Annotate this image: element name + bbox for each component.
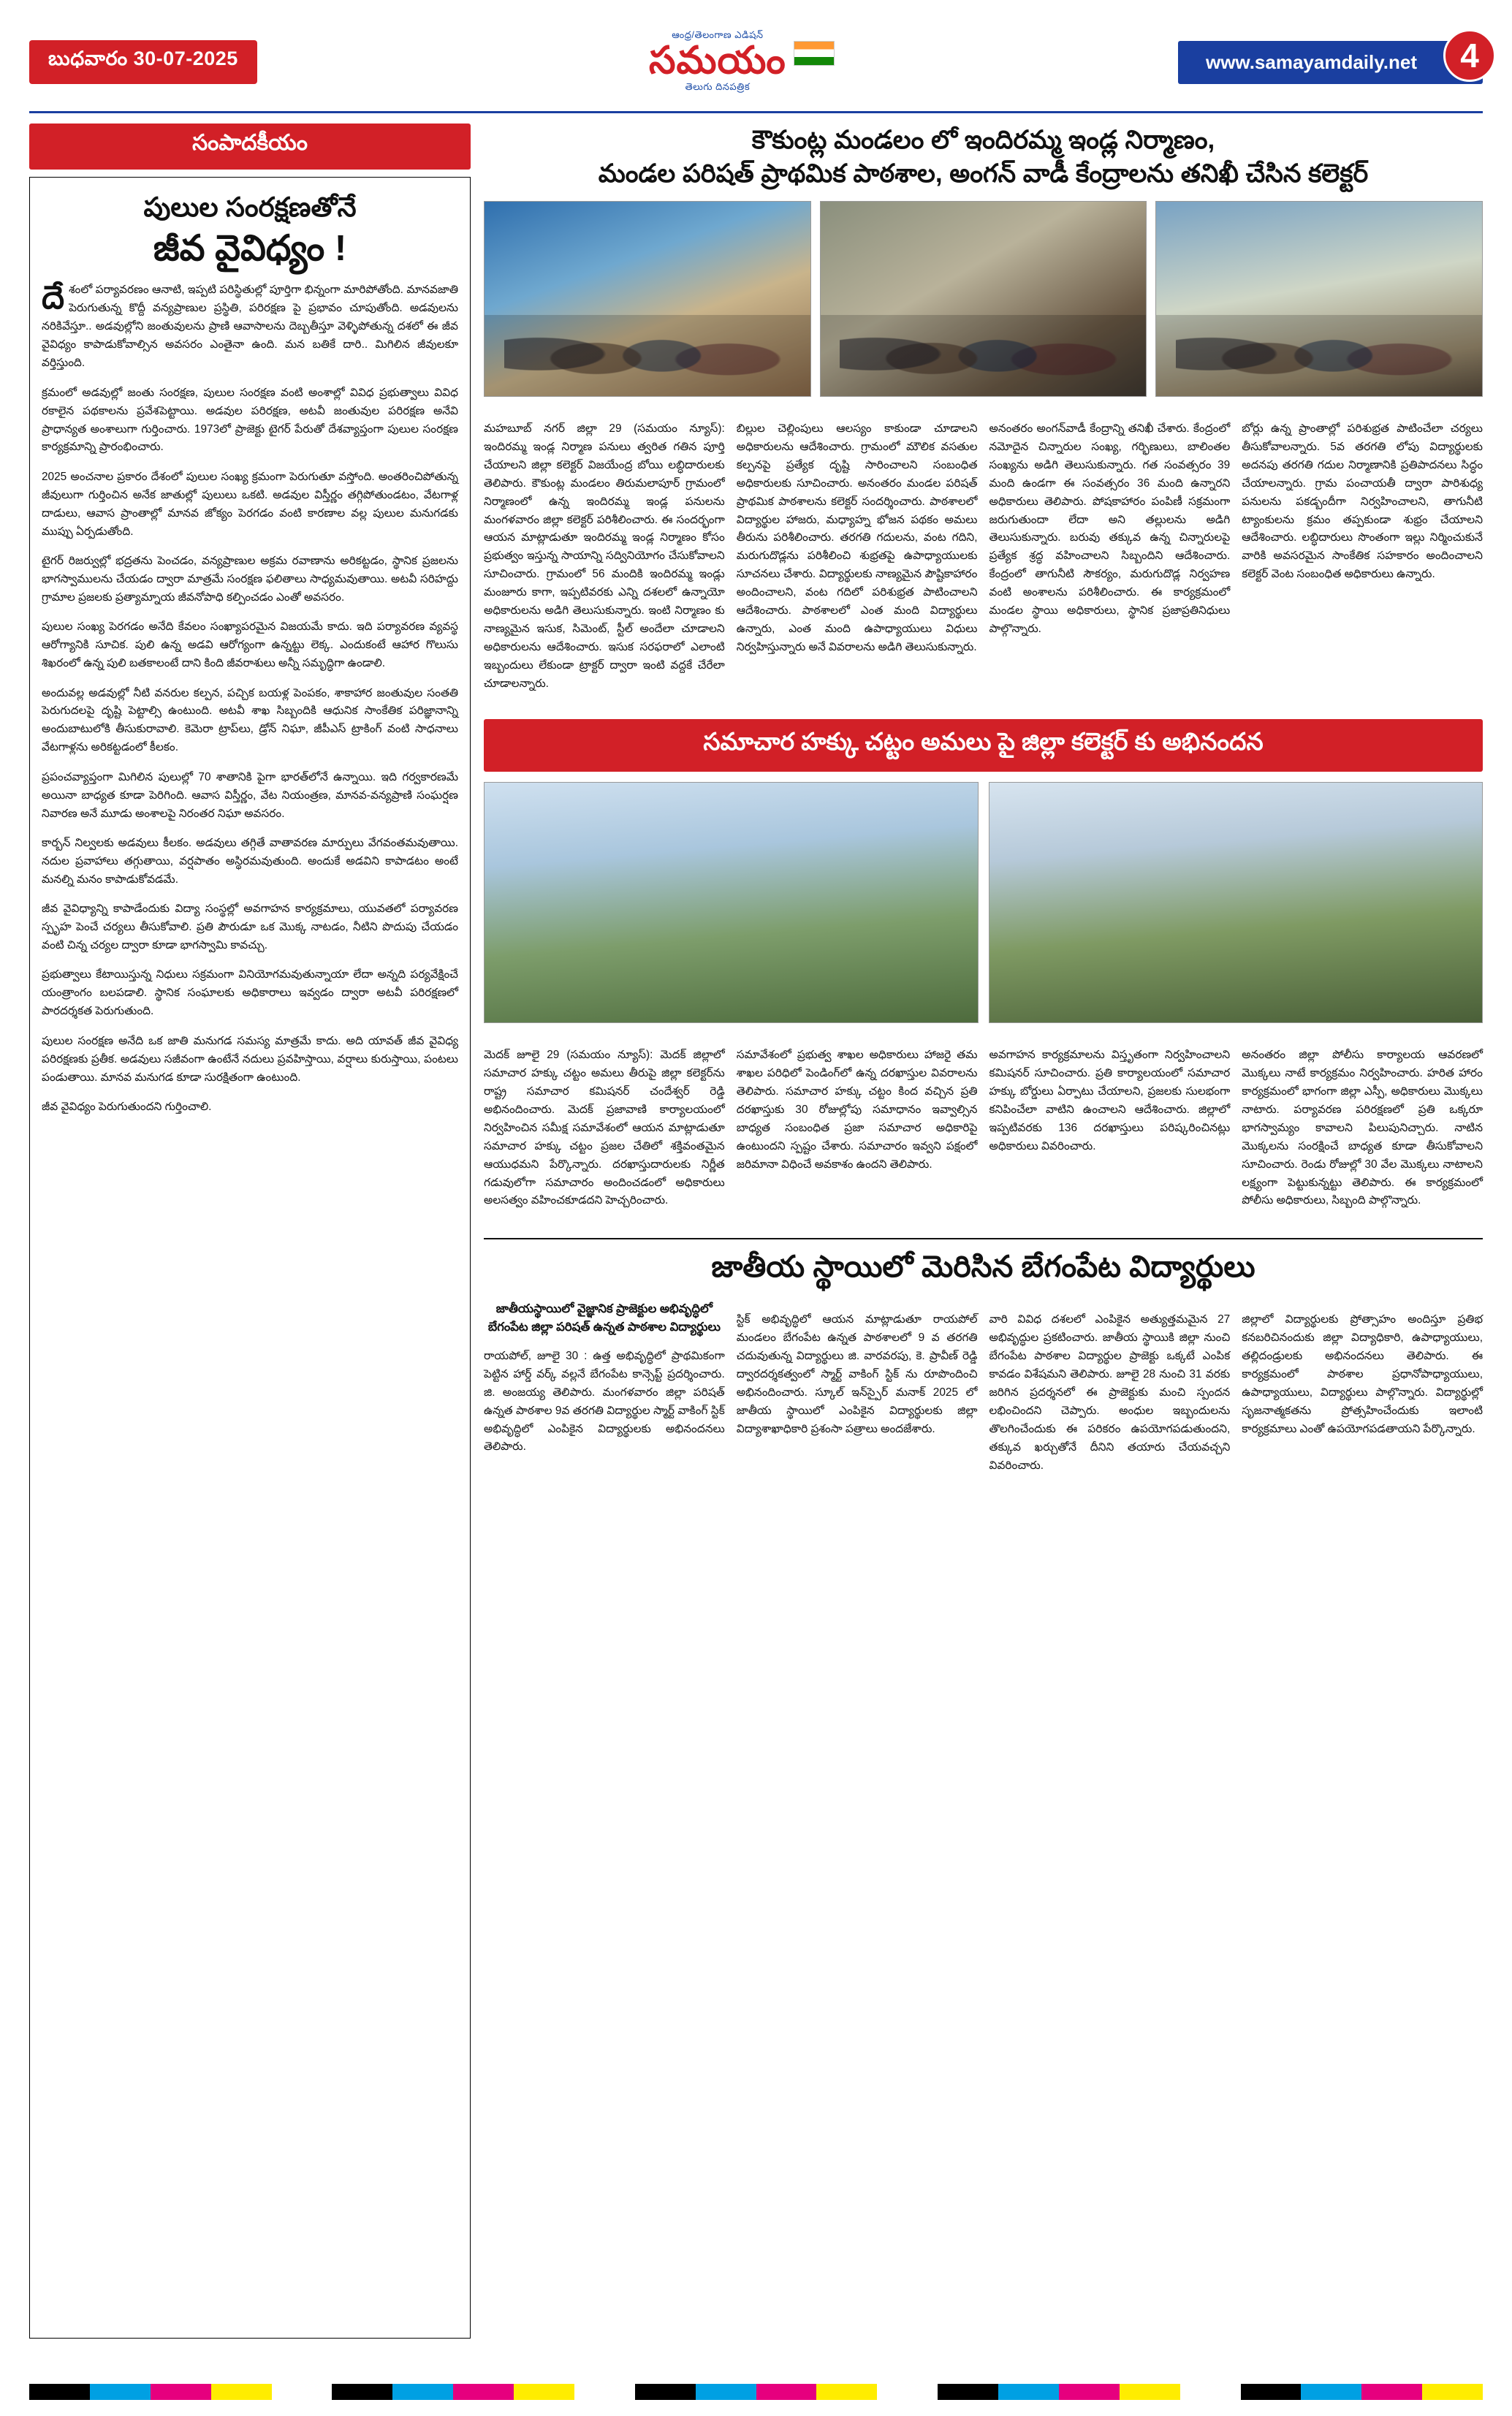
editorial-paragraph: కార్బన్ నిల్వలకు అడవులు కీలకం. అడవులు తగ్గితే వాతావరణ మార్పులు వేగవంతమవుతాయి. నదుల ప్రవాహాలు తగ్గుతాయి, వర్షపాతం అస్థిరమవుతుంది. అందుకే అడవిని కాపాడటం అంటే మనల్ని మనం కాపాడుకోవడమే. — [42, 836, 458, 886]
lead-story — [484, 124, 1483, 704]
photo-figures — [485, 783, 978, 922]
second-story-paragraph: అవగాహన కార్యక్రమాలను విస్తృతంగా నిర్వహించాలని కమిషనర్ సూచించారు. ప్రతి కార్యాలయంలో సమాచార హక్కు బోర్డులు ఏర్పాటు చేయాలని, ప్రజలకు సులభంగా కనిపించేలా వాటిని ఉంచాలని ఆదేశించారు. జిల్లాలో ఇప్పటివరకు 136 దరఖాస్తులు పరిష్కరించినట్లు అధికారులు వివరించారు. — [989, 1048, 1231, 1152]
editorial-paragraph: అందువల్ల అడవుల్లో నీటి వనరుల కల్పన, పచ్చిక బయళ్ల పెంపకం, శాకాహార జంతువుల సంతతి పెరుగుదలపై దృష్టి పెట్టాల్సి ఉంటుంది. అటవీ శాఖ సిబ్బందికి ఆధునిక సాంకేతిక పరిజ్ఞానాన్ని అందుబాటులోకి తీసుకురావాలి. కెమెరా ట్రాప్‌లు, డ్రోన్ నిఘా, జీపీఎస్ ట్రాకింగ్ వంటి సాధనాలు వేటగాళ్లను అరికట్టడంలో కీలకం. — [42, 686, 458, 754]
lead-story-paragraph: మహబూబ్ నగర్ జిల్లా 29 (సమయం న్యూస్): ఇందిరమ్మ ఇండ్ల నిర్మాణ పనులు త్వరిత గతిన పూర్తి చేయాలని జిల్లా కలెక్టర్ విజయేంద్ర బోయి లబ్ధిదారులకు తెలిపారు. కౌకుంట్ల మండలం తిరుమలాపూర్ గ్రామంలో నిర్మాణంలో ఉన్న ఇందిరమ్మ ఇండ్ల పనులను మంగళవారం జిల్లా కలెక్టర్ పరిశీలించారు. ఈ సందర్భంగా ఆయన మాట్లాడుతూ ఇందిరమ్మ ఇండ్ల నిర్మాణం కోసం ప్రభుత్వం ఇస్తున్న సాయాన్ని సద్వినియోగం చేసుకోవాలని సూచించారు. గ్రామంలో 56 మందికి ఇందిరమ్మ ఇండ్లు మంజూరు కాగా, ఇప్పటివరకు ఎన్ని దశలలో ఉన్నాయో అధికారులను అడిగి తెలుసుకున్నారు. ఇంటి నిర్మాణం కు నాణ్యమైన ఇసుక, సిమెంట్, స్టీల్ అందేలా చూడాలని అధికారులను ఆదేశించారు. ఇసుక సరఫరాలో ఎలాంటి ఇబ్బందులు లేకుండా ట్రాక్టర్ ద్వారా ఇంటి వద్దకే చేరేలా చూడాలన్నారు. — [484, 422, 725, 691]
third-story — [484, 1238, 1483, 1486]
second-story — [484, 719, 1483, 1221]
editorial-paragraph: ప్రభుత్వాలు కేటాయిస్తున్న నిధులు సక్రమంగా వినియోగమవుతున్నాయా లేదా అన్నది పర్యవేక్షించే యంత్రాంగం బలపడాలి. స్థానిక సంఘాలకు అధికారాలు ఇవ్వడం ద్వారా అటవీ పరిరక్షణలో పారదర్శకత పెరుగుతుంది. — [42, 968, 458, 1018]
page-content — [29, 124, 1483, 2339]
photo-felicitation-officials — [484, 782, 979, 1023]
editorial-paragraph: టైగర్ రిజర్వుల్లో భద్రతను పెంచడం, వన్యప్రాణుల అక్రమ రవాణాను అరికట్టడం, స్థానిక ప్రజలను భాగస్వాములను చేయడం ద్వారా మాత్రమే సంరక్షణ ఫలితాలు సాధ్యమవుతాయి. అటవీ సరిహద్దు గ్రామాల ప్రజలకు ప్రత్యామ్నాయ జీవనోపాధి కల్పించడం ఎంతో అవసరం. — [42, 555, 458, 604]
photo-figures — [840, 292, 1126, 381]
lead-photo-row — [484, 201, 1483, 397]
second-story-paragraph: మెదక్ జూలై 29 (సమయం న్యూస్): మెదక్ జిల్లాలో సమాచార హక్కు చట్టం అమలు తీరుపై జిల్లా కలెక్టర్‌ను రాష్ట్ర సమాచార కమిషనర్ చందేశ్వర్ రెడ్డి అభినందించారు. మెదక్ ప్రజావాణి కార్యాలయంలో నిర్వహించిన సమీక్ష సమావేశంలో ఆయన మాట్లాడుతూ సమాచార హక్కు చట్టం ప్రజల చేతిలో శక్తివంతమైన ఆయుధమని పేర్కొన్నారు. దరఖాస్తుదారులకు నిర్ణీత గడువులోగా సమాచారం అందించడంలో అధికారులు అలసత్వం వహించకూడదని హెచ్చరించారు. — [484, 1048, 725, 1207]
second-story-paragraph: సమావేశంలో ప్రభుత్వ శాఖల అధికారులు హాజరై తమ శాఖల పరిధిలో పెండింగ్‌లో ఉన్న దరఖాస్తుల వివరాలను తెలిపారు. సమాచార హక్కు చట్టం కింద వచ్చిన ప్రతి దరఖాస్తుకు 30 రోజుల్లోపు సమాధానం ఇవ్వాల్సిన బాధ్యత సంబంధిత ప్రజా సమాచార అధికారిపై ఉంటుందని స్పష్టం చేశారు. సమాచారం ఇవ్వని పక్షంలో జరిమానా విధించే అవకాశం ఉందని తెలిపారు. — [736, 1048, 978, 1171]
photo-anganwadi-children — [484, 201, 811, 397]
editorial-column — [29, 124, 471, 2339]
lead-story-paragraph: బోర్లు ఉన్న ప్రాంతాల్లో పరిశుభ్రత పాటించేలా చర్యలు తీసుకోవాలన్నారు. 5వ తరగతి లోపు విద్యార్థులకు అదనపు తరగతి గదుల నిర్మాణానికి ప్రతిపాదనలు సిద్ధం చేయాలన్నారు. గ్రామ పంచాయతీ ద్వారా పారిశుధ్య పనులను పకడ్బందీగా నిర్వహించాలని, తాగునీటి ట్యాంకులను క్రమం తప్పకుండా శుభ్రం చేయాలని ఆదేశించారు. లబ్ధిదారులు సొంతంగా ఇల్లు నిర్మించుకునే వారికి అవసరమైన సాంకేతిక సహకారం అందించాలని కలెక్టర్ వెంట సంబంధిత అధికారులు ఉన్నారు. — [1242, 422, 1483, 581]
third-story-body — [484, 1300, 1483, 1486]
lead-headline-line-1: కౌకుంట్ల మండలం లో ఇందిరమ్మ ఇండ్ల నిర్మాణం, — [751, 126, 1215, 154]
editorial-box — [29, 177, 471, 2339]
editorial-paragraph: ప్రపంచవ్యాప్తంగా మిగిలిన పులుల్లో 70 శాతానికి పైగా భారత్‌లోనే ఉన్నాయి. ఇది గర్వకారణమే అయినా బాధ్యత కూడా పెరిగింది. ఆవాస విస్తీర్ణం, వేట నియంత్రణ, మానవ-వన్యప్రాణి సంఘర్షణ నివారణ అనే మూడు అంశాలపై నిరంతర నిఘా అవసరం. — [42, 770, 458, 820]
editorial-paragraph: దేశంలో పర్యావరణం ఆనాటి, ఇప్పటి పరిస్థితుల్లో పూర్తిగా భిన్నంగా మారిపోతోంది. మానవజాతి పెరుగుతున్న కొద్దీ వన్యప్రాణుల ప్రస్థితి, పరిరక్షణ పై ప్రభావం చూపుతోంది. అడవులను నరికివేస్తూ.. అడవుల్లోని జంతువులను ప్రాణి ఆవాసాలను దెబ్బతీస్తూ వెళ్ళిపోతున్న దశలో ఈ జీవ వైవిధ్యం కాపాడుకోవాల్సిన అవసరం ఎంతైనా ఉంది. మన బతికే దారి.. మిగిలిన జీవులకూ వర్తిస్తుంది. — [42, 280, 458, 370]
brand-wrap — [257, 29, 1178, 94]
website-url[interactable] — [1178, 36, 1483, 84]
brand-edition-label: ఆంధ్ర/తెలంగాణ ఎడిషన్ — [672, 29, 764, 41]
page-number-badge: 4 — [1443, 29, 1496, 82]
second-story-headline: సమాచార హక్కు చట్టం అమలు పై జిల్లా కలెక్టర్ కు అభినందన — [484, 719, 1483, 772]
masthead — [29, 19, 1483, 105]
website-url-text: www.samayamdaily.net — [1205, 50, 1417, 73]
lead-story-paragraph: అనంతరం అంగన్‌వాడీ కేంద్రాన్ని తనిఖీ చేశారు. కేంద్రంలో నమోదైన చిన్నారుల సంఖ్య, గర్భిణులు, బాలింతల సంఖ్యను అడిగి తెలుసుకున్నారు. గత సంవత్సరం 39 మంది ఉండగా ఈ సంవత్సరం 36 మంది ఉన్నారని అధికారులు తెలిపారు. పోషకాహారం పంపిణీ సక్రమంగా జరుగుతుందా లేదా అని తల్లులను అడిగి తెలుసుకున్నారు. బరువు తక్కువ ఉన్న చిన్నారులపై ప్రత్యేక శ్రద్ధ వహించాలని సిబ్బందిని ఆదేశించారు. కేంద్రంలో తాగునీటి సౌకర్యం, మరుగుదొడ్ల నిర్వహణ వంటి అంశాలను పరిశీలించారు. ఈ కార్యక్రమంలో మండల స్థాయి అధికారులు, స్థానిక ప్రజాప్రతినిధులు పాల్గొన్నారు. — [989, 422, 1231, 636]
third-story-headline: జాతీయ స్థాయిలో మెరిసిన బేగంపేట విద్యార్థులు — [484, 1238, 1483, 1291]
photo-figures — [504, 292, 791, 381]
main-news-column — [484, 124, 1483, 2339]
third-story-paragraph: స్టిక్ అభివృద్ధిలో ఆయన మాట్లాడుతూ రాయపోల్ మండలం బేగంపేట ఉన్నత పాఠశాలలో 9 వ తరగతి చదువుతున్న విద్యార్థులు జి. వారవరపు, కె. ప్రావీణ్ రెడ్డి ద్వారదర్శకత్వంలో స్మార్ట్ వాకింగ్ స్టిక్ ను రూపొందించి అభినందించారు. స్కూల్ ఇన్‌స్పైర్ మనాక్ 2025 లో జాతీయ స్థాయిలో ఎంపికైన విద్యార్థులకు జిల్లా విద్యాశాఖాధికారి ప్రశంసా పత్రాలు అందజేశారు. — [736, 1313, 978, 1435]
newspaper-logo — [649, 29, 786, 94]
brand-subtitle: తెలుగు దినపత్రిక — [685, 80, 751, 92]
third-story-paragraph: రాయపోల్, జూలై 30 : ఉత్త అభివృద్ధిలో ప్రాథమికంగా పెట్టిన హార్డ్ వర్క్ వల్లనే బేగంపేట కాన్సెప్ట్ ప్రదర్శించారు. జి. అంజయ్య తెలిపారు. మంగళవారం జిల్లా పరిషత్ ఉన్నత పాఠశాల 9వ తరగతి విద్యార్థుల స్మార్ట్ వాకింగ్ స్టిక్ అభివృద్ధిలో ఎంపికైన విద్యార్థులకు అభినందనలు తెలిపారు. — [484, 1349, 725, 1454]
editorial-paragraph: జీవ వైవిధ్యాన్ని కాపాడేందుకు విద్యా సంస్థల్లో అవగాహన కార్యక్రమాలు, యువతలో పర్యావరణ స్పృహ పెంచే చర్యలు తీసుకోవాలి. ప్రతి పౌరుడూ ఒక మొక్క నాటడం, నీటిని పొదుపు చేయడం వంటి చిన్న చర్యల ద్వారా కూడా భాగస్వామి కావచ్చు. — [42, 903, 458, 952]
lead-story-body — [484, 409, 1483, 704]
photo-house-construction-inspection — [820, 201, 1147, 397]
editorial-paragraph: పులుల సంఖ్య పెరగడం అనేది కేవలం సంఖ్యాపరమైన విజయమే కాదు. ఇది పర్యావరణ వ్యవస్థ ఆరోగ్యానికి సూచిక. పులి ఉన్న అడవి ఆరోగ్యంగా ఉన్నట్టు లెక్క. ఎందుకంటే ఆహార గొలుసు శిఖరంలో ఉన్న పులి బతకాలంటే దాని కింది జీవరాశులు అన్నీ సమృద్ధిగా ఉండాలి. — [42, 620, 458, 670]
editorial-paragraph: 2025 అంచనాల ప్రకారం దేశంలో పులుల సంఖ్య క్రమంగా పెరుగుతూ వస్తోంది. అంతరించిపోతున్న జీవులుగా గుర్తించిన అనేక జాతుల్లో పులులు ఒకటి. అడవుల విస్తీర్ణం తగ్గిపోతుండటం, వేటగాళ్ల దాడులు, ఆవాస ప్రాంతాల్లో మానవ జోక్యం పెరగడం వంటి కారణాల వల్ల పులుల మనుగడకు ముప్పు ఏర్పడుతోంది. — [42, 470, 458, 538]
editorial-title-line-1: పులుల సంరక్షణతోనే — [143, 192, 357, 222]
photo-school-classroom-inspection — [1155, 201, 1483, 397]
second-story-paragraph: అనంతరం జిల్లా పోలీసు కార్యాలయ ఆవరణలో మొక్కలు నాటే కార్యక్రమం నిర్వహించారు. హరిత హారం కార్యక్రమంలో భాగంగా జిల్లా ఎస్పీ, అధికారులు మొక్కలు నాటారు. పర్యావరణ పరిరక్షణలో ప్రతి ఒక్కరూ భాగస్వామ్యం కావాలని పిలుపునిచ్చారు. నాటిన మొక్కలను సంరక్షించే బాధ్యత కూడా తీసుకోవాలని సూచించారు. రెండు రోజుల్లో 30 వేల మొక్కలు నాటాలని లక్ష్యంగా పెట్టుకున్నట్టు తెలిపారు. ఈ కార్యక్రమంలో పోలీసు అధికారులు, సిబ్బంది పాల్గొన్నారు. — [1242, 1048, 1483, 1207]
editorial-title-line-2: జీవ వైవిధ్యం ! — [153, 229, 347, 269]
photo-figures — [989, 783, 1483, 922]
second-photo-row — [484, 782, 1483, 1023]
newspaper-page — [0, 19, 1512, 2416]
editorial-paragraph: క్రమంలో అడవుల్లో జంతు సంరక్షణ, పులుల సంరక్షణ వంటి అంశాల్లో వివిధ ప్రభుత్వాలు వివిధ రకాలైన పథకాలను ప్రవేశపెట్టాయి. అడవుల పరిరక్షణ, అటవీ జంతువుల పరిరక్షణ అనేవి ప్రాధాన్యత అంశాలుగా గుర్తించారు. 1973లో ప్రాజెక్టు టైగర్ పేరుతో దేశవ్యాప్తంగా పులుల సంరక్షణ కార్యక్రమాన్ని ప్రారంభించారు. — [42, 386, 458, 454]
brand-title: సమయం — [648, 39, 786, 83]
publication-date: బుధవారం 30-07-2025 — [29, 40, 257, 84]
third-story-sub-lead: జాతీయస్థాయిలో వైజ్ఞానిక ప్రాజెక్టుల అభివృద్ధిలో బేగంపేట జిల్లా పరిషత్ ఉన్నత పాఠశాల విద్యార్థులు — [487, 1302, 721, 1334]
second-story-body — [484, 1035, 1483, 1221]
editorial-paragraph: పులుల సంరక్షణ అనేది ఒక జాతి మనుగడ సమస్య మాత్రమే కాదు. అది యావత్ జీవ వైవిధ్య పరిరక్షణకు ప్రతీక. అడవులు సజీవంగా ఉంటేనే నదులు ప్రవహిస్తాయి, వర్షాలు కురుస్తాయి, పంటలు పండుతాయి. మానవ మనుగడ కూడా సురక్షితంగా ఉంటుంది. — [42, 1034, 458, 1084]
masthead-divider — [29, 111, 1483, 113]
editorial-paragraph: జీవ వైవిధ్యం పెరుగుతుందని గుర్తించాలి. — [42, 1100, 212, 1113]
lead-story-paragraph: బిల్లుల చెల్లింపులు ఆలస్యం కాకుండా చూడాలని అధికారులను ఆదేశించారు. గ్రామంలో మౌలిక వసతుల కల్పనపై ప్రత్యేక దృష్టి సారించాలని సంబంధిత అధికారులకు సూచించారు. అనంతరం మండల పరిషత్ ప్రాథమిక పాఠశాలను కలెక్టర్ సందర్శించారు. పాఠశాలలో విద్యార్థుల హాజరు, మధ్యాహ్న భోజన పథకం అమలు తీరును పరిశీలించారు. తరగతి గదులను, వంట గదిని, మరుగుదొడ్లను పరిశీలించి శుభ్రతపై ఉపాధ్యాయులకు సూచనలు చేశారు. విద్యార్థులకు నాణ్యమైన పౌష్టికాహారం అందించాలని, వంట గదిలో పరిశుభ్రత పాటించాలని ఆదేశించారు. పాఠశాలలో ఎంత మంది విద్యార్థులు ఉన్నారు, ఎంత మంది ఉపాధ్యాయులు విధులు నిర్వహిస్తున్నారు అనే వివరాలను అడిగి తెలుసుకున్నారు. — [736, 422, 978, 654]
india-flag-icon — [794, 41, 835, 66]
photo-figures — [1176, 292, 1462, 381]
lead-headline-line-2: మండల పరిషత్ ప్రాథమిక పాఠశాల, అంగన్ వాడీ కేంద్రాలను తనిఖీ చేసిన కలెక్టర్ — [598, 159, 1369, 189]
photo-tree-plantation-police — [989, 782, 1483, 1023]
third-story-paragraph: వారి వివిధ దశలలో ఎంపికైన అత్యుత్తమమైన 27 అభివృద్ధుల ప్రకటించారు. జాతీయ స్థాయికి జిల్లా నుంచి బేగంపేట పాఠశాల విద్యార్థుల ప్రాజెక్టు ఒక్కటే ఎంపిక కావడం విశేషమని తెలిపారు. జూలై 28 నుంచి 31 వరకు జరిగిన ప్రదర్శనలో ఈ ప్రాజెక్టుకు మంచి స్పందన లభించిందని చెప్పారు. అంధుల ఇబ్బందులను తొలగించేందుకు ఈ పరికరం ఉపయోగపడుతుందని, తక్కువ ఖర్చుతోనే దీనిని తయారు చేయవచ్చని వివరించారు. — [989, 1313, 1231, 1472]
third-story-paragraph: జిల్లాలో విద్యార్థులకు ప్రోత్సాహం అందిస్తూ ప్రతిభ కనబరిచినందుకు జిల్లా విద్యాధికారి, ఉపాధ్యాయులు, తల్లిదండ్రులకు అభినందనలు తెలిపారు. ఈ కార్యక్రమంలో పాఠశాల ప్రధానోపాధ్యాయులు, ఉపాధ్యాయులు, విద్యార్థులు పాల్గొన్నారు. విద్యార్థుల్లో సృజనాత్మకతను ప్రోత్సహించేందుకు ఇలాంటి కార్యక్రమాలు ఎంతో ఉపయోగపడతాయని పేర్కొన్నారు. — [1242, 1313, 1483, 1435]
editorial-section-label: సంపాదకీయం — [29, 124, 471, 170]
print-registration-color-bar — [29, 2384, 1483, 2400]
